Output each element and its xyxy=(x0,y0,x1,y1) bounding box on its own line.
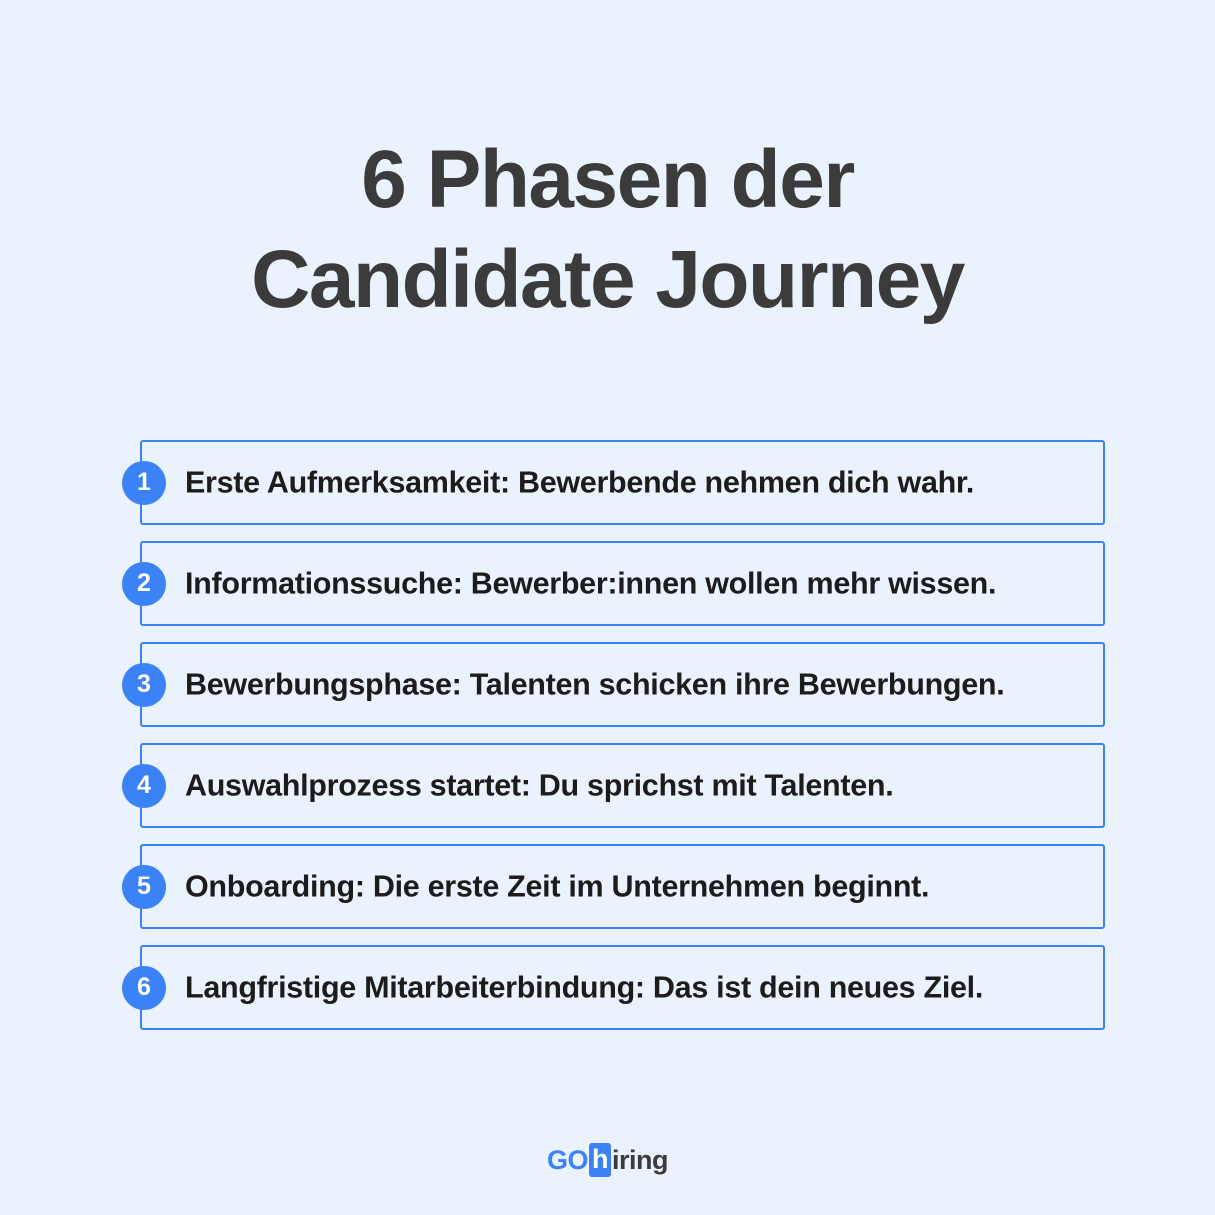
list-item xyxy=(137,743,1105,828)
step-label: Auswahlprozess startet: Du sprichst mit Talenten. xyxy=(185,768,894,802)
title-line-1: 6 Phasen der xyxy=(361,134,854,225)
step-number-badge: 5 xyxy=(122,865,166,909)
page-title xyxy=(0,130,1215,330)
step-label: Bewerbungsphase: Talenten schicken ihre Bewerbungen. xyxy=(185,667,1005,701)
step-number-badge: 3 xyxy=(122,663,166,707)
step-label: Langfristige Mitarbeiterbindung: Das ist dein neues Ziel. xyxy=(185,970,984,1004)
list-item xyxy=(137,541,1105,626)
footer xyxy=(0,1143,1215,1177)
list-item xyxy=(137,440,1105,525)
step-number-badge: 4 xyxy=(122,764,166,808)
step-number-badge: 6 xyxy=(122,966,166,1010)
title-line-2: Candidate Journey xyxy=(251,234,964,326)
list-item xyxy=(137,642,1105,727)
step-number-badge: 1 xyxy=(122,461,166,505)
logo-go-text: GO xyxy=(546,1144,588,1175)
logo-iring-text: iring xyxy=(612,1144,668,1175)
step-number-badge: 2 xyxy=(122,562,166,606)
gohiring-logo xyxy=(547,1143,668,1177)
step-label: Informationssuche: Bewerber:innen wollen mehr wissen. xyxy=(185,566,997,600)
logo-h-mark: h xyxy=(589,1143,611,1177)
step-label: Onboarding: Die erste Zeit im Unternehmen beginnt. xyxy=(185,869,930,903)
list-item xyxy=(137,844,1105,929)
step-label: Erste Aufmerksamkeit: Bewerbende nehmen dich wahr. xyxy=(185,465,974,499)
steps-list xyxy=(137,440,1105,1046)
list-item xyxy=(137,945,1105,1030)
